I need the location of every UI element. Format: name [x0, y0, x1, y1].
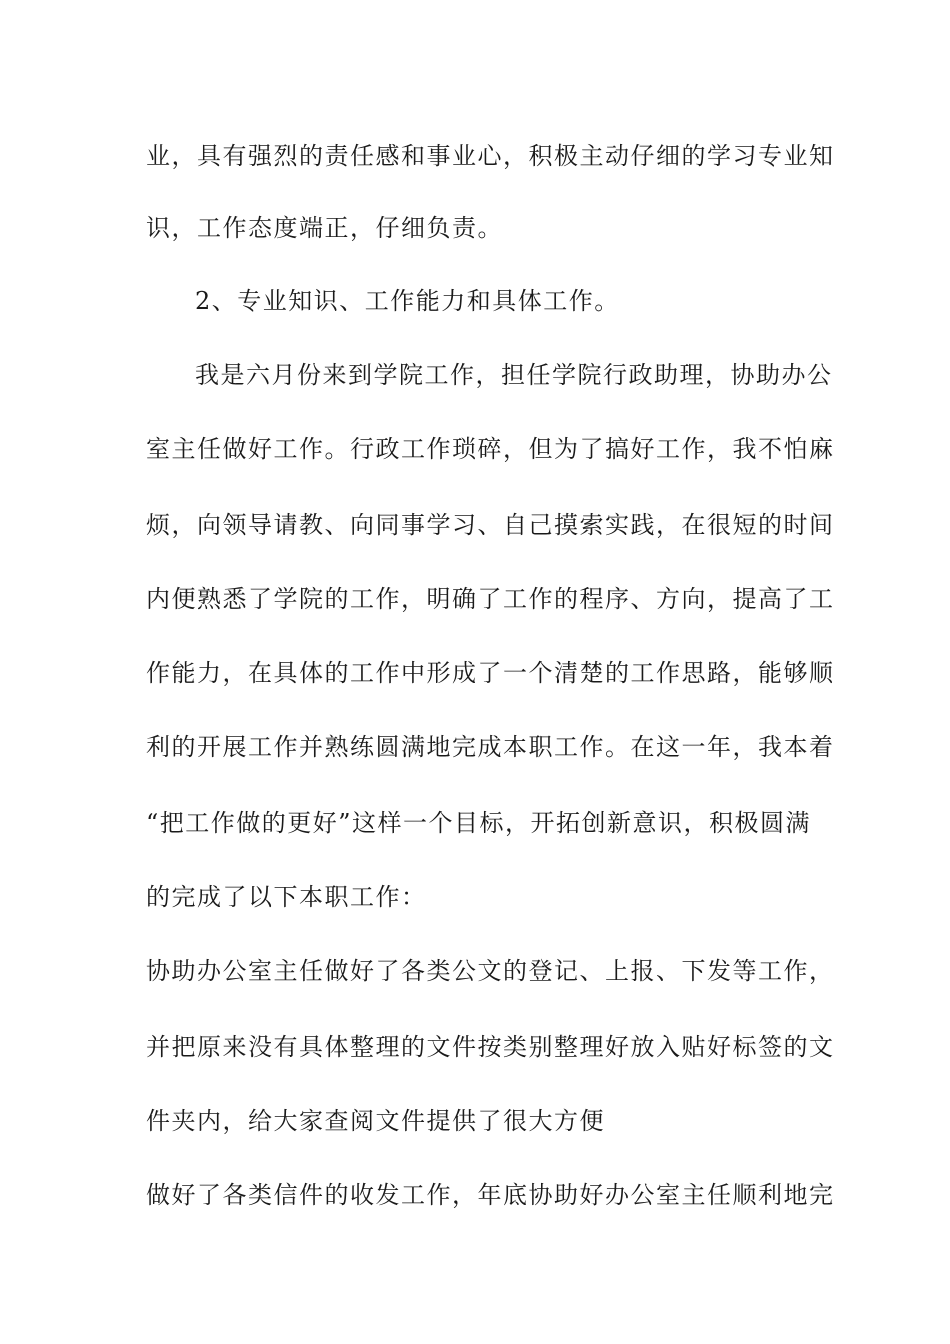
paragraph-line: “把工作做的更好”这样一个目标，开拓创新意识，积极圆满	[146, 809, 812, 837]
section-heading: 2、专业知识、工作能力和具体工作。	[195, 287, 620, 315]
paragraph-line: 利的开展工作并熟练圆满地完成本职工作。在这一年，我本着	[146, 733, 835, 761]
paragraph-line: 作能力，在具体的工作中形成了一个清楚的工作思路，能够顺	[146, 659, 835, 687]
list-item-line: 做好了各类信件的收发工作，年底协助好办公室主任顺利地完	[146, 1181, 835, 1209]
paragraph-line: 烦，向领导请教、向同事学习、自己摸索实践，在很短的时间	[146, 511, 835, 539]
list-item-line: 件夹内，给大家查阅文件提供了很大方便	[146, 1107, 605, 1135]
paragraph-line: 室主任做好工作。行政工作琐碎，但为了搞好工作，我不怕麻	[146, 435, 835, 463]
paragraph-line: 的完成了以下本职工作：	[146, 883, 427, 911]
list-item-line: 并把原来没有具体整理的文件按类别整理好放入贴好标签的文	[146, 1033, 835, 1061]
paragraph-line: 业，具有强烈的责任感和事业心，积极主动仔细的学习专业知	[146, 142, 835, 170]
list-item-line: 协助办公室主任做好了各类公文的登记、上报、下发等工作，	[146, 957, 835, 985]
paragraph-line: 识，工作态度端正，仔细负责。	[146, 214, 503, 242]
paragraph-line: 内便熟悉了学院的工作，明确了工作的程序、方向，提高了工	[146, 585, 835, 613]
paragraph-line: 我是六月份来到学院工作，担任学院行政助理，协助办公	[195, 361, 833, 389]
